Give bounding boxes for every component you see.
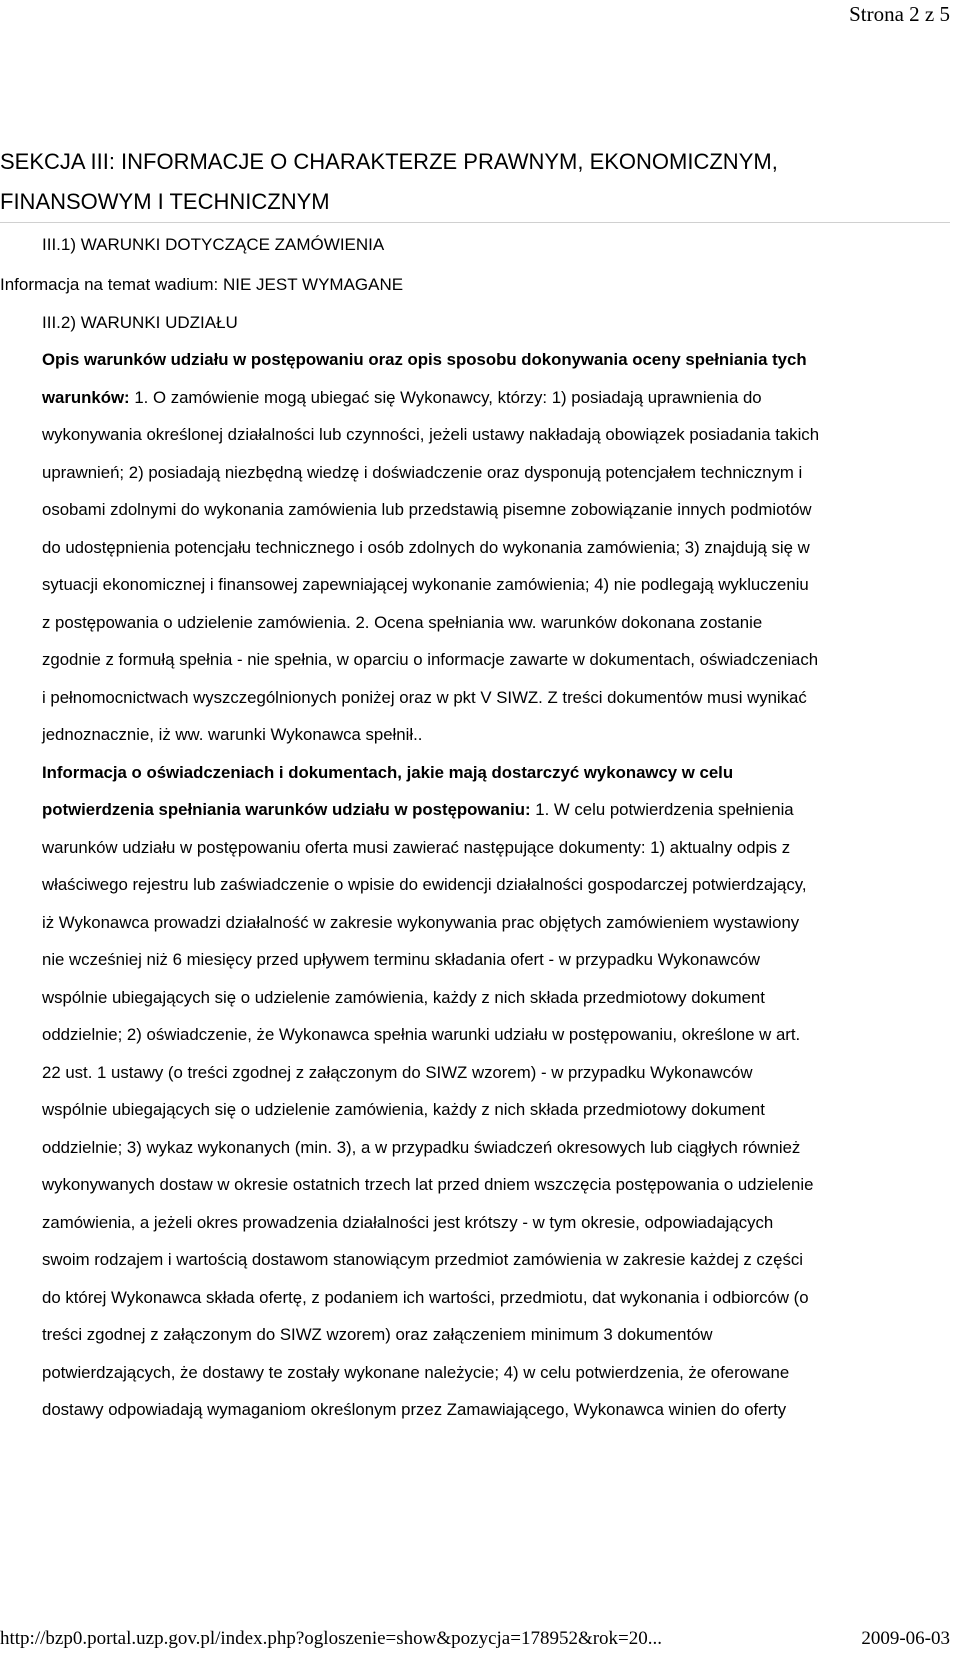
description-line: z postępowania o udzielenie zamówienia. 2. Ocena spełniania ww. warunków dokonana zostanie: [42, 612, 763, 632]
description-line: sytuacji ekonomicznej i finansowej zapewniającej wykonanie zamówienia; 4) nie podlegają wykluczeniu: [42, 575, 809, 594]
documents-line: wspólnie ubiegających się o udzielenie zamówienia, każdy z nich składa przedmiotowy dokument: [42, 987, 765, 1007]
wadium-label: Informacja na temat wadium:: [0, 275, 223, 294]
documents-label-line: Informacja o oświadczeniach i dokumentach, jakie mają dostarczyć wykonawcy w celu: [42, 762, 734, 782]
description-label-line: Opis warunków udziału w postępowaniu oraz opis sposobu dokonywania oceny spełniania tych: [42, 350, 807, 369]
documents-line: [42, 791, 947, 829]
footer-url: http://bzp0.portal.uzp.gov.pl/index.php?ogloszenie=show&pozycja=178952&rok=20...: [0, 1628, 663, 1649]
documents-line: swoim rodzajem i wartością dostawom stanowiącym przedmiot zamówienia w zakresie każdej z części: [42, 1250, 804, 1269]
documents-line: nie wcześniej niż 6 miesięcy przed upływem terminu składania ofert - w przypadku Wykonawców: [42, 950, 761, 969]
documents-line: zamówienia, a jeżeli okres prowadzenia działalności jest krótszy - w tym okresie, odpowiadających: [42, 1212, 774, 1232]
description-line: i pełnomocnictwach wyszczególnionych poniżej oraz w pkt V SIWZ. Z treści dokumentów musi wynikać: [42, 687, 807, 707]
documents-line: do której Wykonawca składa ofertę, z podaniem ich wartości, przedmiotu, dat wykonania i odbiorców (o: [42, 1287, 809, 1307]
description-label: warunków:: [42, 387, 130, 407]
wadium-value: NIE JEST WYMAGANE: [222, 275, 404, 294]
documents-line: potwierdzających, że dostawy te zostały wykonane należycie; 4) w celu potwierdzenia, że oferowane: [42, 1362, 790, 1382]
documents-line: iż Wykonawca prowadzi działalność w zakresie wykonywania prac objętych zamówieniem wystawiony: [42, 912, 800, 932]
description-line: osobami zdolnymi do wykonania zamówienia lub przedstawią pisemne zobowiązanie innych podmiotów: [42, 500, 812, 519]
documents-line: dostawy odpowiadają wymaganiom określonym przez Zamawiającego, Wykonawca winien do oferty: [42, 1400, 787, 1419]
documents-line: warunków udziału w postępowaniu oferta musi zawierać następujące dokumenty: 1) aktualny odpis z: [42, 837, 791, 857]
section-title-line: FINANSOWYM I TECHNICZNYM: [0, 189, 330, 214]
description-line: wykonywania określonej działalności lub czynności, jeżeli ustawy nakładają obowiązek posiadania takich: [42, 425, 820, 444]
documents-line: wspólnie ubiegających się o udzielenie zamówienia, każdy z nich składa przedmiotowy dokument: [42, 1100, 765, 1119]
documents-text: 1. W celu potwierdzenia spełnienia: [530, 800, 794, 819]
description-line: uprawnień; 2) posiadają niezbędną wiedzę i doświadczenie oraz dysponują potencjałem technicznym i: [42, 462, 803, 482]
wadium-info: [0, 275, 403, 295]
section-title: [0, 142, 950, 223]
documents-line: wykonywanych dostaw w okresie ostatnich trzech lat przed dniem wszczęcia postępowania o udzielenie: [42, 1175, 814, 1194]
participation-description: [42, 341, 947, 1429]
documents-line: 22 ust. 1 ustawy (o treści zgodnej z załączonym do SIWZ wzorem) - w przypadku Wykonawców: [42, 1062, 753, 1082]
description-line: [42, 379, 947, 417]
page-number: Strona 2 z 5: [849, 2, 950, 26]
documents-line: właściwego rejestru lub zaświadczenie o wpisie do ewidencji działalności gospodarczej potwierdzający,: [42, 875, 807, 894]
footer-date: 2009-06-03: [861, 1628, 950, 1649]
conditions-heading: III.1) WARUNKI DOTYCZĄCE ZAMÓWIENIA: [42, 235, 385, 254]
description-line: jednoznacznie, iż ww. warunki Wykonawca spełnił..: [42, 725, 423, 744]
documents-line: treści zgodnej z załączonym do SIWZ wzorem) oraz załączeniem minimum 3 dokumentów: [42, 1325, 713, 1344]
participation-heading: III.2) WARUNKI UDZIAŁU: [42, 313, 238, 332]
section-title-line: SEKCJA III: INFORMACJE O CHARAKTERZE PRAWNYM, EKONOMICZNYM,: [0, 149, 778, 174]
documents-label: potwierdzenia spełniania warunków udziału w postępowaniu:: [42, 800, 531, 819]
description-line: do udostępnienia potencjału technicznego i osób zdolnych do wykonania zamówienia; 3) znajdują się w: [42, 537, 810, 557]
documents-line: oddzielnie; 3) wykaz wykonanych (min. 3), a w przypadku świadczeń okresowych lub ciągłych również: [42, 1137, 801, 1157]
description-text: 1. O zamówienie mogą ubiegać się Wykonawcy, którzy: 1) posiadają uprawnienia do: [129, 387, 762, 407]
description-line: zgodnie z formułą spełnia - nie spełnia, w oparciu o informacje zawarte w dokumentach, oświadczeniach: [42, 650, 819, 669]
documents-line: oddzielnie; 2) oświadczenie, że Wykonawca spełnia warunki udziału w postępowaniu, określone w art.: [42, 1025, 801, 1044]
